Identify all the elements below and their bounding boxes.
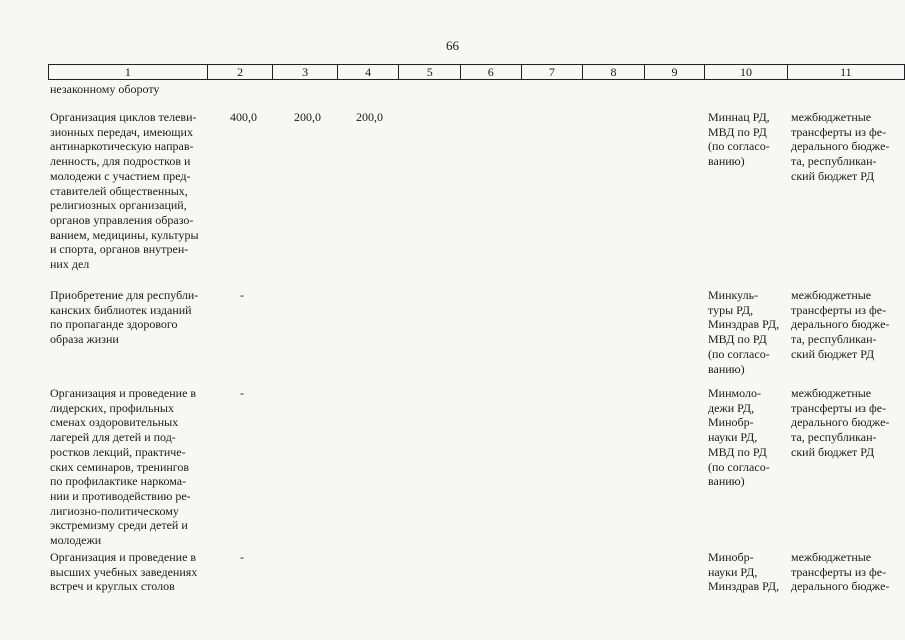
column-number-6: 6 (461, 65, 522, 80)
column-number-1: 1 (49, 65, 208, 80)
row-funding-source: межбюджетные трансферты из фе- дерального бюдже- (791, 550, 890, 594)
column-number-3: 3 (273, 65, 338, 80)
column-number-4: 4 (337, 65, 399, 80)
column-number-10: 10 (705, 65, 787, 80)
column-number-7: 7 (521, 65, 583, 80)
row-value-col2: - (240, 386, 244, 400)
row-value-col4: 200,0 (356, 110, 383, 124)
row-value-col2: - (240, 550, 244, 564)
column-number-9: 9 (644, 65, 705, 80)
row-executor: Минкуль- туры РД, Минздрав РД, МВД по РД (по согласо- ванию) (708, 288, 780, 376)
column-number-5: 5 (399, 65, 461, 80)
row-description: Организация и проведение в лидерских, профильных сменах оздоровительных лагерей для детей и под- ростков лекций, практиче- ских семинаров, тренингов по профилактике наркома- нии и противодействию ре- лигиозно-политическому экстремизму среди детей и молодежи (50, 386, 197, 548)
row-value-col2: 400,0 (230, 110, 257, 124)
row-funding-source: межбюджетные трансферты из фе- дерального бюдже- та, республикан- ский бюджет РД (791, 386, 890, 459)
row-funding-source: межбюджетные трансферты из фе- дерального бюдже- та, республикан- ский бюджет РД (791, 288, 890, 361)
column-number-11: 11 (787, 65, 904, 80)
row-description: Организация циклов телеви- зионных передач, имеющих антинаркотическую направ- ленность, для подростков и молодежи с участием пред- ставителей общественных, религиозных организаций, органов управления образо- ванием, медицины, культуры и спорта, органов внутрен- них дел (50, 110, 199, 272)
row-description: Приобретение для республи- канских библиотек изданий по пропаганде здорового образа жизни (50, 288, 199, 347)
page-number: 66 (446, 38, 459, 53)
column-number-header (48, 64, 905, 80)
column-number-8: 8 (583, 65, 645, 80)
column-number-2: 2 (207, 65, 273, 80)
row-value-col3: 200,0 (294, 110, 321, 124)
row-executor: Минмоло- дежи РД, Минобр- науки РД, МВД по РД (по согласо- ванию) (708, 386, 770, 489)
row-executor: Минобр- науки РД, Минздрав РД, (708, 550, 780, 594)
continuation-text: незаконному обороту (50, 82, 160, 96)
row-funding-source: межбюджетные трансферты из фе- дерального бюдже- та, республикан- ский бюджет РД (791, 110, 890, 183)
row-description: Организация и проведение в высших учебных заведениях встреч и круглых столов (50, 550, 198, 594)
row-executor: Миннац РД, МВД по РД (по согласо- ванию) (708, 110, 770, 169)
row-value-col2: - (240, 288, 244, 302)
